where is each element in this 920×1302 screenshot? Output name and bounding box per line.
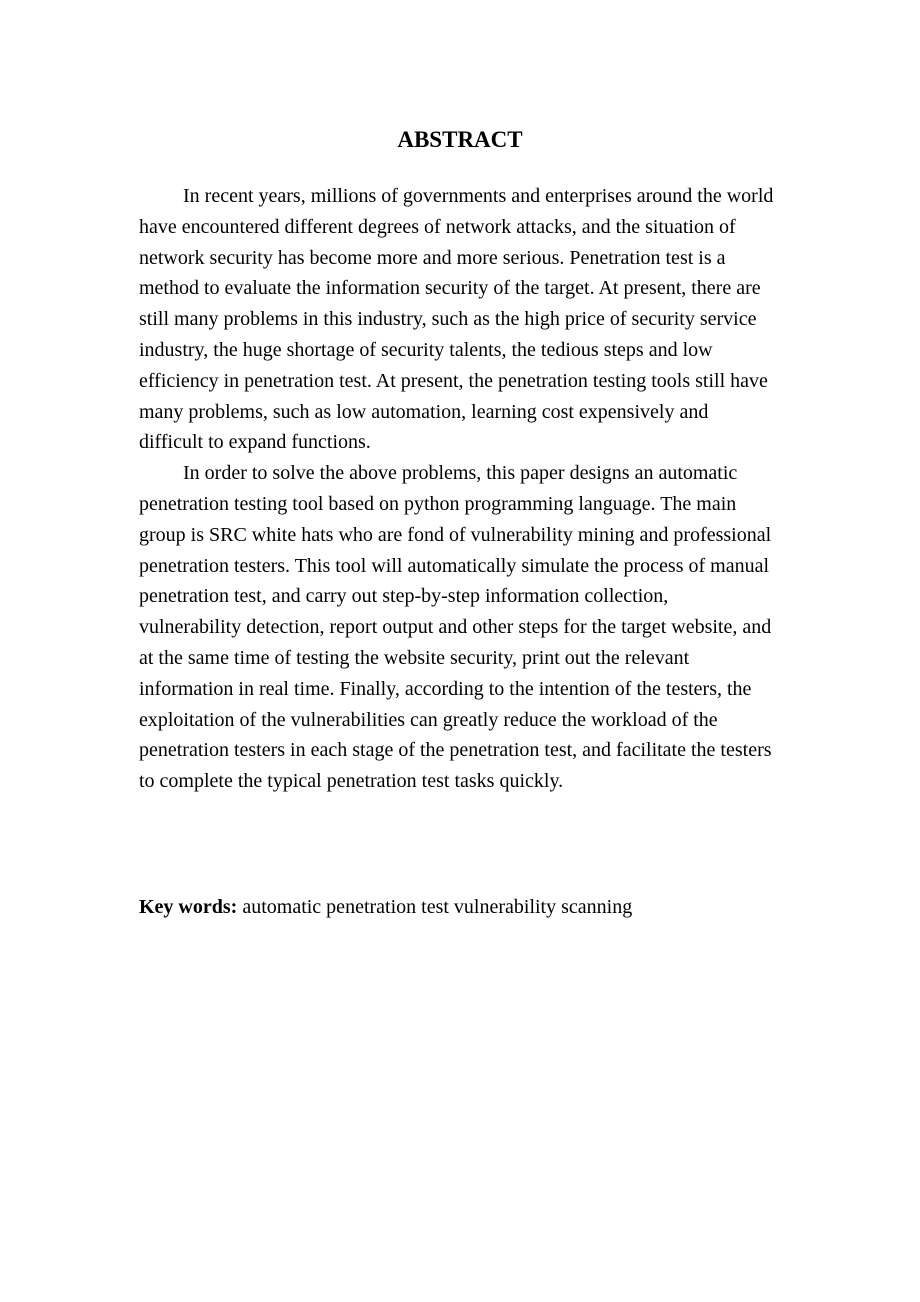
keywords-line	[139, 892, 775, 922]
abstract-body	[139, 181, 775, 797]
keywords-label: Key words:	[139, 896, 238, 918]
abstract-paragraph-1: In recent years, millions of governments and enterprises around the world have encountered different degrees of network attacks, and the situation of network security has become more and more serious. Penetration test is a method to evaluate the information security of the target. At present, there are still many problems in this industry, such as the high price of security service industry, the huge shortage of security talents, the tedious steps and low efficiency in penetration test. At present, the penetration testing tools still have many problems, such as low automation, learning cost expensively and difficult to expand functions.	[139, 185, 774, 454]
abstract-paragraph-2: In order to solve the above problems, this paper designs an automatic penetration testing tool based on python programming language. The main group is SRC white hats who are fond of vulnerability mining and professional penetration testers. This tool will automatically simulate the process of manual penetration test, and carry out step-by-step information collection, vulnerability detection, report output and other steps for the target website, and at the same time of testing the website security, print out the relevant information in real time. Finally, according to the intention of the testers, the exploitation of the vulnerabilities can greatly reduce the workload of the penetration testers in each stage of the penetration test, and facilitate the testers to complete the typical penetration test tasks quickly.	[139, 462, 772, 793]
page-title: ABSTRACT	[397, 127, 523, 152]
keywords-value: automatic penetration test vulnerability scanning	[242, 896, 633, 918]
